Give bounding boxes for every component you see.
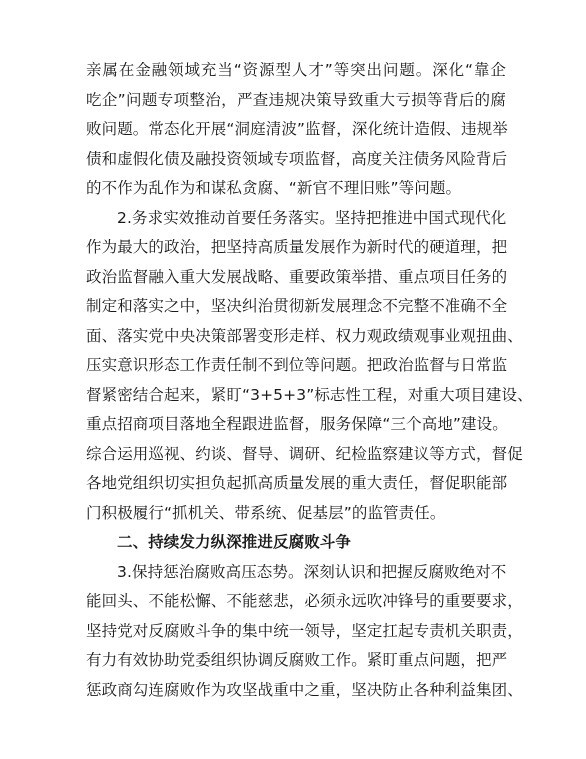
- document-body: [86, 56, 533, 705]
- paragraph-line: 综合运用巡视、约谈、督导、调研、纪检监察建议等方式，督促: [86, 444, 523, 463]
- paragraph-line: 债和虚假化债及融投资领域专项监督，高度关注债务风险背后: [86, 149, 508, 168]
- paragraph-line: 制定和落实之中，坚决纠治贯彻新发展理念不完整不准确不全: [86, 297, 508, 315]
- paragraph-line: 门积极履行“抓机关、带系统、促基层”的监管责任。: [86, 503, 446, 522]
- paragraph-line: 坚持党对反腐败斗争的集中统一领导，坚定扛起专责机关职责，: [86, 621, 523, 640]
- paragraph-line: 有力有效协助党委组织协调反腐败工作。紧盯重点问题，把严: [86, 651, 508, 669]
- paragraph-line: 面、落实党中央决策部署变形走样、权力观政绩观事业观扭曲、: [86, 326, 523, 345]
- paragraph-line: 能回头、不能松懈、不能慈悲，必须永远吹冲锋号的重要要求，: [86, 592, 523, 610]
- paragraph-line: 吃企”问题专项整治，严查违规决策导致重大亏损等背后的腐: [86, 90, 506, 109]
- paragraph-line: 的不作为乱作为和谋私贪腐、“新官不理旧账”等问题。: [86, 179, 462, 197]
- paragraph-line: 惩政商勾连腐败作为攻坚战重中之重，坚决防止各种利益集团、: [86, 680, 523, 699]
- paragraph-line: 败问题。常态化开展“洞庭清波”监督，深化统计造假、违规举: [86, 120, 508, 138]
- paragraph-line: 重点招商项目落地全程跟进监督，服务保障“三个高地”建设。: [86, 415, 508, 433]
- section-heading: 二、持续发力纵深推进反腐败斗争: [117, 533, 352, 551]
- paragraph-line: 督紧密结合起来，紧盯“3+5+3”标志性工程，对重大项目建设、: [86, 385, 533, 404]
- paragraph-line: 各地党组织切实担负起抓高质量发展的重大责任，督促职能部: [86, 474, 508, 492]
- paragraph-line: 政治监督融入重大发展战略、重要政策举措、重点项目任务的: [86, 267, 508, 286]
- paragraph-line: 压实意识形态工作责任制不到位等问题。把政治监督与日常监: [86, 356, 508, 374]
- paragraph-line: 作为最大的政治，把坚持高质量发展作为新时代的硬道理，把: [86, 238, 508, 256]
- paragraph-line: 亲属在金融领域充当“资源型人才”等突出问题。深化“靠企: [86, 61, 506, 79]
- paragraph-line: 3.保持惩治腐败高压态势。深刻认识和把握反腐败绝对不: [117, 562, 507, 581]
- paragraph-line: 2.务求实效推动首要任务落实。坚持把推进中国式现代化: [117, 208, 507, 227]
